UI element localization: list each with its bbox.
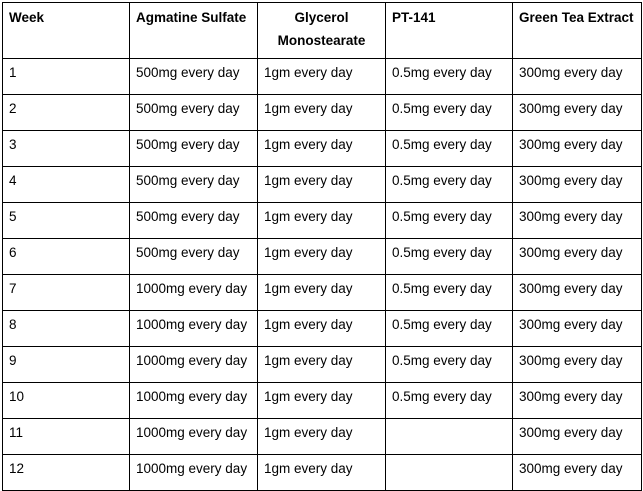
cell-green-tea-extract: 300mg every day bbox=[513, 239, 642, 275]
table-row bbox=[3, 347, 642, 383]
cell-pt-141: 0.5mg every day bbox=[386, 95, 513, 131]
cell-agmatine-sulfate: 500mg every day bbox=[130, 167, 258, 203]
cell-week: 9 bbox=[3, 347, 130, 383]
cell-pt-141: 0.5mg every day bbox=[386, 203, 513, 239]
cell-agmatine-sulfate: 500mg every day bbox=[130, 95, 258, 131]
cell-agmatine-sulfate: 500mg every day bbox=[130, 59, 258, 95]
cell-pt-141: 0.5mg every day bbox=[386, 131, 513, 167]
cell-green-tea-extract: 300mg every day bbox=[513, 419, 642, 455]
table-row bbox=[3, 383, 642, 419]
cell-glycerol-monostearate: 1gm every day bbox=[258, 419, 386, 455]
cell-pt-141: 0.5mg every day bbox=[386, 275, 513, 311]
cell-week: 10 bbox=[3, 383, 130, 419]
table-row bbox=[3, 419, 642, 455]
cell-pt-141: 0.5mg every day bbox=[386, 383, 513, 419]
header-glycerol-monostearate: Glycerol Monostearate bbox=[258, 3, 386, 59]
table-row bbox=[3, 275, 642, 311]
cell-glycerol-monostearate: 1gm every day bbox=[258, 167, 386, 203]
cell-week: 8 bbox=[3, 311, 130, 347]
cell-week: 11 bbox=[3, 419, 130, 455]
cell-week: 3 bbox=[3, 131, 130, 167]
cell-glycerol-monostearate: 1gm every day bbox=[258, 239, 386, 275]
table-row bbox=[3, 455, 642, 491]
cell-glycerol-monostearate: 1gm every day bbox=[258, 347, 386, 383]
cell-glycerol-monostearate: 1gm every day bbox=[258, 59, 386, 95]
cell-week: 5 bbox=[3, 203, 130, 239]
cell-agmatine-sulfate: 1000mg every day bbox=[130, 419, 258, 455]
table-row bbox=[3, 59, 642, 95]
header-green-tea-extract: Green Tea Extract bbox=[513, 3, 642, 59]
cell-agmatine-sulfate: 1000mg every day bbox=[130, 311, 258, 347]
header-pt-141: PT-141 bbox=[386, 3, 513, 59]
cell-agmatine-sulfate: 1000mg every day bbox=[130, 455, 258, 491]
header-agmatine-sulfate: Agmatine Sulfate bbox=[130, 3, 258, 59]
cell-week: 12 bbox=[3, 455, 130, 491]
cell-pt-141: 0.5mg every day bbox=[386, 347, 513, 383]
cell-glycerol-monostearate: 1gm every day bbox=[258, 203, 386, 239]
cell-glycerol-monostearate: 1gm every day bbox=[258, 131, 386, 167]
cell-week: 4 bbox=[3, 167, 130, 203]
cell-green-tea-extract: 300mg every day bbox=[513, 203, 642, 239]
cell-pt-141 bbox=[386, 455, 513, 491]
cell-green-tea-extract: 300mg every day bbox=[513, 455, 642, 491]
cell-agmatine-sulfate: 500mg every day bbox=[130, 203, 258, 239]
cell-glycerol-monostearate: 1gm every day bbox=[258, 95, 386, 131]
cell-green-tea-extract: 300mg every day bbox=[513, 59, 642, 95]
cell-agmatine-sulfate: 1000mg every day bbox=[130, 347, 258, 383]
cell-glycerol-monostearate: 1gm every day bbox=[258, 383, 386, 419]
cell-green-tea-extract: 300mg every day bbox=[513, 95, 642, 131]
cell-agmatine-sulfate: 500mg every day bbox=[130, 239, 258, 275]
cell-glycerol-monostearate: 1gm every day bbox=[258, 311, 386, 347]
cell-week: 1 bbox=[3, 59, 130, 95]
cell-agmatine-sulfate: 500mg every day bbox=[130, 131, 258, 167]
cell-week: 6 bbox=[3, 239, 130, 275]
header-row bbox=[3, 3, 642, 59]
cell-glycerol-monostearate: 1gm every day bbox=[258, 455, 386, 491]
cell-green-tea-extract: 300mg every day bbox=[513, 275, 642, 311]
supplement-schedule-table bbox=[2, 2, 642, 491]
cell-pt-141: 0.5mg every day bbox=[386, 311, 513, 347]
cell-pt-141: 0.5mg every day bbox=[386, 167, 513, 203]
cell-green-tea-extract: 300mg every day bbox=[513, 131, 642, 167]
cell-pt-141 bbox=[386, 419, 513, 455]
cell-pt-141: 0.5mg every day bbox=[386, 59, 513, 95]
table-row bbox=[3, 167, 642, 203]
cell-week: 2 bbox=[3, 95, 130, 131]
cell-pt-141: 0.5mg every day bbox=[386, 239, 513, 275]
cell-green-tea-extract: 300mg every day bbox=[513, 311, 642, 347]
table-row bbox=[3, 239, 642, 275]
table-row bbox=[3, 203, 642, 239]
table-row bbox=[3, 131, 642, 167]
cell-week: 7 bbox=[3, 275, 130, 311]
cell-green-tea-extract: 300mg every day bbox=[513, 383, 642, 419]
cell-agmatine-sulfate: 1000mg every day bbox=[130, 383, 258, 419]
table-row bbox=[3, 311, 642, 347]
cell-glycerol-monostearate: 1gm every day bbox=[258, 275, 386, 311]
cell-agmatine-sulfate: 1000mg every day bbox=[130, 275, 258, 311]
cell-green-tea-extract: 300mg every day bbox=[513, 347, 642, 383]
table-row bbox=[3, 95, 642, 131]
header-week: Week bbox=[3, 3, 130, 59]
cell-green-tea-extract: 300mg every day bbox=[513, 167, 642, 203]
